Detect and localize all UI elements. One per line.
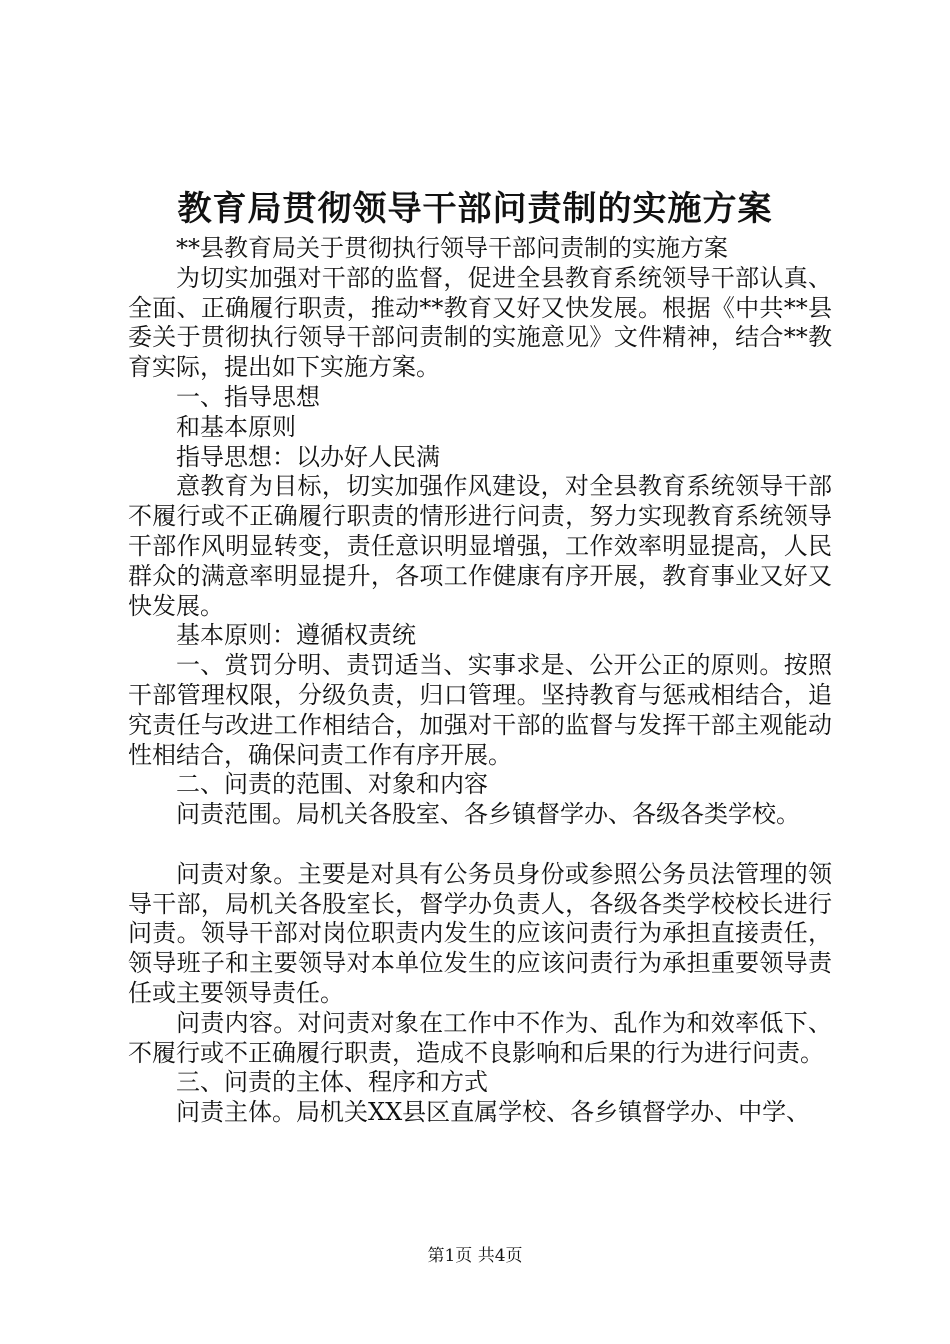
body-paragraph: 问责范围。局机关各股室、各乡镇督学办、各级各类学校。 [176, 800, 800, 829]
page-number-footer: 第1页 共4页 [427, 1246, 523, 1266]
body-paragraph: 为切实加强对干部的监督，促进全县教育系统领导干部认真、全面、正确履行职责，推动**教育又好又快发展。根据《中共**县委关于贯彻执行领导干部问责制的实施意见》文件精神，结合**教育实际，提出如下实施方案。 [128, 263, 832, 382]
section-heading-continued: 和基本原则 [176, 412, 296, 441]
body-paragraph: 问责对象。主要是对具有公务员身份或参照公务员法管理的领导干部，局机关各股室长，督学办负责人，各级各类学校校长进行问责。领导干部对岗位职责内发生的应该问责行为承担直接责任，领导班子和主要领导对本单位发生的应该问责行为承担重要领导责任或主要领导责任。 [128, 859, 832, 1007]
section-heading: 一、指导思想 [176, 382, 320, 411]
body-paragraph: 问责内容。对问责对象在工作中不作为、乱作为和效率低下、不履行或不正确履行职责，造成不良影响和后果的行为进行问责。 [128, 1008, 832, 1067]
section-heading: 三、问责的主体、程序和方式 [176, 1068, 488, 1097]
body-paragraph: 一、赏罚分明、责罚适当、实事求是、公开公正的原则。按照干部管理权限，分级负责，归口管理。坚持教育与惩戒相结合，追究责任与改进工作相结合，加强对干部的监督与发挥干部主观能动性相结合，确保问责工作有序开展。 [128, 651, 832, 769]
section-heading: 二、问责的范围、对象和内容 [176, 770, 488, 799]
subtitle-paragraph: **县教育局关于贯彻执行领导干部问责制的实施方案 [176, 234, 728, 262]
document-body [128, 234, 832, 1128]
body-paragraph: 问责主体。局机关XX县区直属学校、各乡镇督学办、中学、 [176, 1098, 811, 1127]
body-paragraph: 意教育为目标，切实加强作风建设，对全县教育系统领导干部不履行或不正确履行职责的情形进行问责，努力实现教育系统领导干部作风明显转变，责任意识明显增强，工作效率明显提高，人民群众的满意率明显提升，各项工作健康有序开展，教育事业又好又快发展。 [128, 472, 832, 620]
body-paragraph: 指导思想：以办好人民满 [176, 442, 440, 471]
document-title: 教育局贯彻领导干部问责制的实施方案 [177, 189, 773, 229]
body-paragraph: 基本原则：遵循权责统 [176, 621, 416, 650]
